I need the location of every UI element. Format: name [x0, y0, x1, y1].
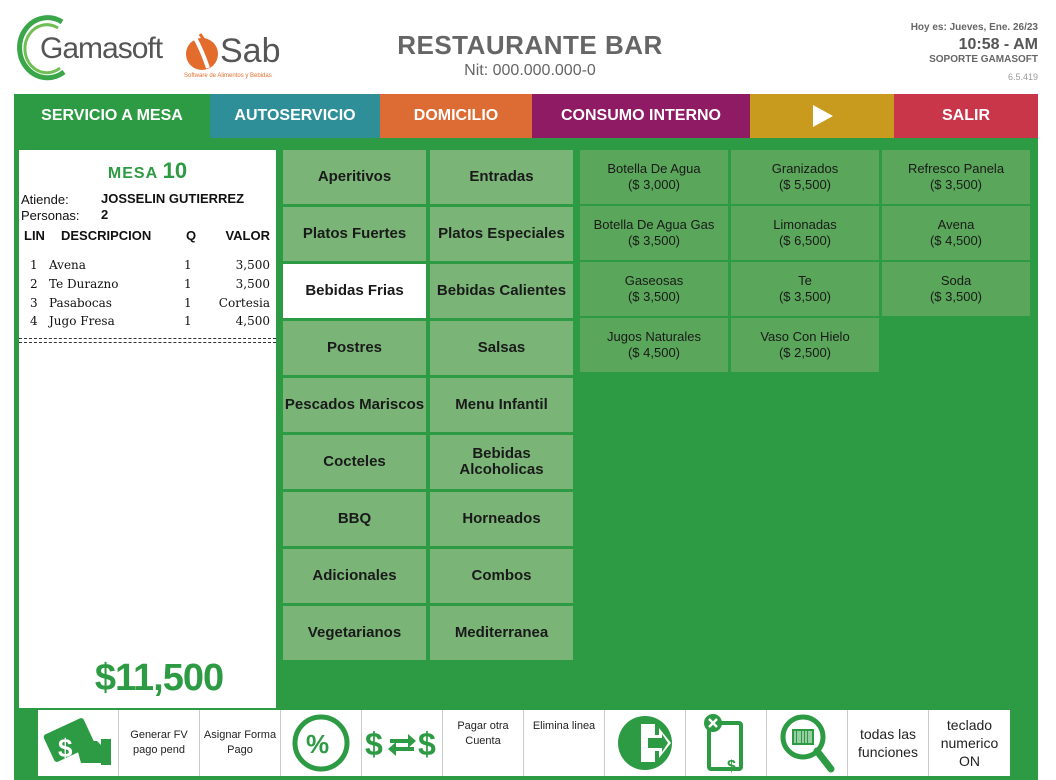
product-item[interactable]	[580, 262, 728, 316]
elimina-linea-button[interactable]	[524, 710, 605, 776]
exit-arrow-icon	[615, 713, 675, 773]
product-name: Botella De Agua	[607, 161, 701, 176]
attendant-name: JOSSELIN GUTIERREZ	[101, 191, 245, 206]
percent-icon	[291, 713, 351, 773]
line-description: Pasabocas	[49, 296, 112, 310]
generar-fv-button[interactable]	[119, 710, 200, 776]
product-name: Granizados	[771, 161, 839, 176]
product-name: Botella De Agua Gas	[593, 217, 715, 232]
line-number: 4	[30, 314, 38, 328]
category-vegetarianos[interactable]: Vegetarianos	[283, 606, 426, 660]
product-item[interactable]	[882, 150, 1030, 204]
category-combos[interactable]: Combos	[430, 549, 573, 603]
cancel-bill-icon	[701, 713, 751, 773]
category-salsas[interactable]: Salsas	[430, 321, 573, 375]
table-number	[19, 158, 276, 184]
product-price: ($ 6,500)	[778, 233, 832, 248]
product-item[interactable]	[731, 318, 879, 372]
money-exchange-button[interactable]	[362, 710, 443, 776]
money-exchange-icon	[364, 723, 440, 763]
product-name: Vaso Con Hielo	[760, 329, 850, 344]
category-aperitivos[interactable]: Aperitivos	[283, 150, 426, 204]
pagar-otra-cuenta-button[interactable]	[443, 710, 524, 776]
pagar-otra-cuenta-label: Pagar otra Cuenta	[457, 720, 509, 747]
product-item[interactable]	[882, 262, 1030, 316]
col-valor: VALOR	[225, 228, 270, 243]
line-qty: 1	[184, 314, 192, 328]
line-description: Te Durazno	[49, 277, 119, 291]
order-ticket	[19, 150, 276, 708]
col-q: Q	[186, 228, 197, 243]
product-price: ($ 3,500)	[627, 233, 681, 248]
attendant-label: Atiende:	[21, 192, 69, 207]
support-label: SOPORTE GAMASOFT	[929, 54, 1038, 65]
gamasoft-logo-text: Gamasoft	[40, 32, 163, 65]
app-version: 6.5.419	[1007, 72, 1038, 82]
svg-text:$: $	[365, 726, 383, 762]
business-title-block	[360, 30, 700, 80]
svg-text:$: $	[58, 733, 73, 763]
category-bebidas-frias[interactable]: Bebidas Frias	[283, 264, 426, 318]
svg-text:$: $	[418, 726, 436, 762]
product-item[interactable]	[882, 206, 1030, 260]
product-name: Jugos Naturales	[607, 329, 701, 344]
asignar-forma-pago-button[interactable]	[200, 710, 281, 776]
product-item[interactable]	[580, 318, 728, 372]
category-entradas[interactable]: Entradas	[430, 150, 573, 204]
category-horneados[interactable]: Horneados	[430, 492, 573, 546]
current-time: 10:58 - AM	[958, 36, 1038, 53]
exit-table-button[interactable]	[605, 710, 686, 776]
guests-count: 2	[101, 207, 109, 222]
line-value: 3,500	[235, 258, 270, 272]
category-mediterranea[interactable]: Mediterranea	[430, 606, 573, 660]
nav-salir[interactable]: SALIR	[894, 94, 1038, 138]
todas-funciones-label: todas las funciones	[858, 726, 918, 760]
sab-logo-text: Sab	[220, 32, 281, 70]
asignar-forma-pago-label: Asignar Forma Pago	[203, 729, 277, 756]
sab-logo-subtitle: Software de Alimentos y Bebidas	[184, 73, 272, 79]
product-item[interactable]	[731, 150, 879, 204]
svg-text:$: $	[727, 758, 736, 773]
todas-funciones-button[interactable]	[848, 710, 929, 776]
table-value: 10	[162, 158, 188, 183]
cash-payment-button[interactable]	[38, 710, 119, 776]
product-item[interactable]	[731, 206, 879, 260]
category-adicionales[interactable]: Adicionales	[283, 549, 426, 603]
line-value: Cortesia	[218, 296, 270, 310]
cancel-bill-button[interactable]	[686, 710, 767, 776]
col-lin: LIN	[24, 228, 45, 243]
table-label: MESA	[107, 165, 159, 182]
product-price: ($ 3,500)	[929, 177, 983, 192]
teclado-numerico-label: teclado numerico ON	[940, 717, 999, 769]
discount-button[interactable]	[281, 710, 362, 776]
line-value: 3,500	[235, 277, 270, 291]
line-description: Avena	[49, 258, 86, 272]
product-price: ($ 3,000)	[627, 177, 681, 192]
line-number: 2	[30, 277, 38, 291]
line-value: 4,500	[235, 314, 270, 328]
product-price: ($ 5,500)	[778, 177, 832, 192]
category-bebidas-calientes[interactable]: Bebidas Calientes	[430, 264, 573, 318]
col-descripcion: DESCRIPCION	[61, 228, 152, 243]
product-item[interactable]	[580, 206, 728, 260]
category-postres[interactable]: Postres	[283, 321, 426, 375]
svg-text:%: %	[306, 729, 330, 759]
business-name: RESTAURANTE BAR	[397, 30, 663, 60]
product-name: Limonadas	[773, 217, 837, 232]
product-item[interactable]	[580, 150, 728, 204]
barcode-search-icon	[779, 713, 835, 773]
line-description: Jugo Fresa	[49, 314, 115, 328]
product-name: Te	[798, 273, 812, 288]
product-price: ($ 3,500)	[627, 289, 681, 304]
generar-fv-label: Generar FV pago pend	[130, 729, 188, 756]
cash-payment-icon	[41, 717, 115, 769]
elimina-linea-label: Elimina linea	[532, 720, 596, 732]
category-bbq[interactable]: BBQ	[283, 492, 426, 546]
category-cocteles[interactable]: Cocteles	[283, 435, 426, 489]
product-item[interactable]	[731, 262, 879, 316]
product-name: Refresco Panela	[907, 161, 1005, 176]
line-number: 1	[30, 258, 38, 272]
guests-label: Personas:	[21, 208, 80, 223]
product-price: ($ 2,500)	[778, 345, 832, 360]
nav-servicio-mesa[interactable]: SERVICIO A MESA	[14, 94, 210, 138]
session-info	[911, 22, 1038, 82]
product-name: Soda	[940, 273, 972, 288]
gamasoft-logo	[14, 12, 174, 82]
nav-consumo-interno[interactable]: CONSUMO INTERNO	[532, 94, 750, 138]
nav-next-button[interactable]	[750, 94, 894, 138]
product-price: ($ 4,500)	[627, 345, 681, 360]
category-bebidas-alcoholicas[interactable]: Bebidas Alcoholicas	[430, 435, 573, 489]
category-platos-fuertes[interactable]: Platos Fuertes	[283, 207, 426, 261]
line-number: 3	[30, 296, 38, 310]
business-nit: Nit: 000.000.000-0	[464, 62, 596, 79]
category-platos-especiales[interactable]: Platos Especiales	[430, 207, 573, 261]
product-price: ($ 3,500)	[778, 289, 832, 304]
barcode-search-button[interactable]	[767, 710, 848, 776]
line-qty: 1	[184, 258, 192, 272]
category-menu-infantil[interactable]: Menu Infantil	[430, 378, 573, 432]
main-area	[14, 94, 1038, 780]
ticket-total: $11,500	[94, 657, 224, 699]
action-toolbar	[38, 710, 1010, 776]
product-price: ($ 4,500)	[929, 233, 983, 248]
teclado-numerico-toggle[interactable]	[929, 710, 1010, 776]
category-pescados-mariscos[interactable]: Pescados Mariscos	[283, 378, 426, 432]
line-qty: 1	[184, 296, 192, 310]
product-name: Gaseosas	[624, 273, 684, 288]
current-date: Hoy es: Jueves, Ene. 26/23	[910, 22, 1038, 33]
play-icon	[809, 103, 835, 129]
nav-autoservicio[interactable]: AUTOSERVICIO	[210, 94, 380, 138]
service-nav	[14, 94, 1038, 138]
header	[0, 0, 1056, 94]
line-qty: 1	[184, 277, 192, 291]
sab-logo	[182, 28, 292, 86]
nav-domicilio[interactable]: DOMICILIO	[380, 94, 532, 138]
product-name: Avena	[937, 217, 975, 232]
product-price: ($ 3,500)	[929, 289, 983, 304]
ticket-separator	[19, 338, 276, 343]
